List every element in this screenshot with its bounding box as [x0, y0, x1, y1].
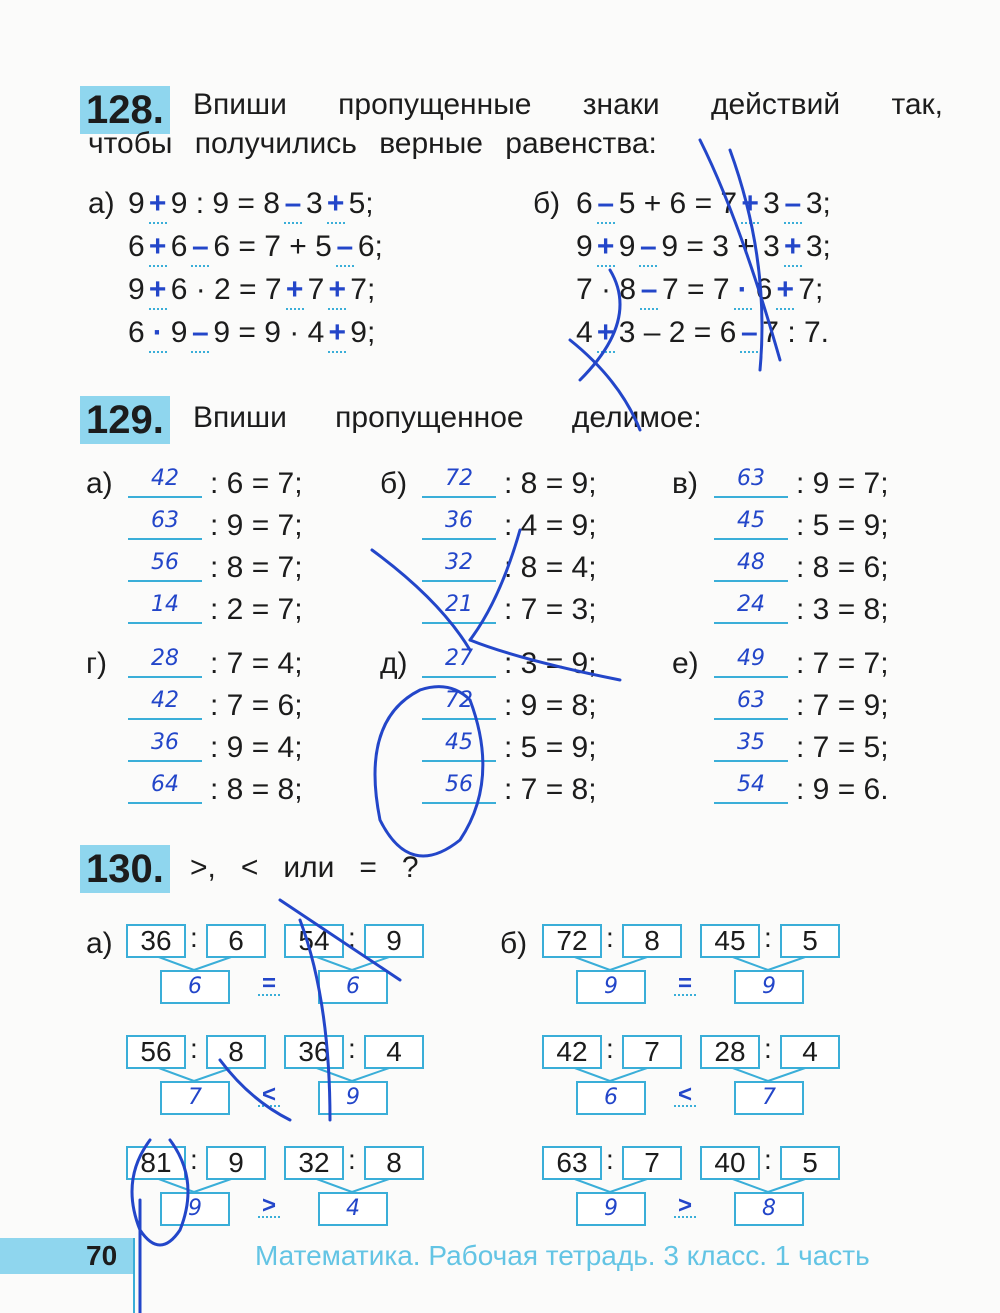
dividend-answer-field[interactable]: 32 [422, 550, 496, 582]
division-expression: : 5 = 9; [796, 509, 889, 542]
exercise-130-number: 130. [80, 845, 170, 893]
dividend-answer-field[interactable]: 24 [714, 592, 788, 624]
equation-text: 3 – 2 = 6 [618, 316, 737, 349]
colon-sign: : [348, 922, 356, 953]
division-expression: : 7 = 6; [210, 689, 303, 722]
quotient-answer-box[interactable]: 8 [734, 1192, 804, 1226]
dividend-answer-field[interactable]: 35 [714, 730, 788, 762]
dividend-answer-field[interactable]: 28 [128, 646, 202, 678]
equation-text: 6 = 7 + 5 [213, 230, 332, 263]
divisor-box: 7 [622, 1035, 682, 1069]
connector-lines [126, 1067, 266, 1087]
page-number: 70 [86, 1240, 118, 1271]
filled-operator-sign[interactable]: + [326, 187, 345, 220]
division-expression: : 4 = 9; [504, 509, 597, 542]
equation-text: 9 = 3 + 3 [661, 230, 780, 263]
filled-operator-sign[interactable]: – [640, 230, 657, 263]
dividend-box: 54 [284, 924, 344, 958]
equation-text: 7; [798, 273, 824, 306]
quotient-answer-box[interactable]: 6 [160, 970, 230, 1004]
equation-text: 9 [128, 187, 145, 220]
dividend-answer-field[interactable]: 14 [128, 592, 202, 624]
comparison-sign-field[interactable]: > [678, 1192, 693, 1219]
dividend-answer-field[interactable]: 64 [128, 772, 202, 804]
group-label: д) [380, 647, 408, 680]
colon-sign: : [606, 1144, 614, 1175]
ex128-label-a: а) [88, 187, 115, 220]
equation-row [128, 186, 374, 222]
quotient-answer-box[interactable]: 7 [734, 1081, 804, 1115]
filled-operator-sign[interactable]: – [284, 187, 302, 220]
equation-text: 9 [576, 230, 593, 263]
equation-row [576, 315, 829, 351]
division-expression: : 7 = 7; [796, 647, 889, 680]
dividend-box: 36 [126, 924, 186, 958]
filled-operator-sign[interactable]: + [148, 187, 167, 220]
quotient-answer-box[interactable]: 9 [576, 970, 646, 1004]
colon-sign: : [764, 922, 772, 953]
group-label: а) [86, 467, 113, 500]
dividend-box: 72 [542, 924, 602, 958]
dividend-answer-field[interactable]: 72 [422, 466, 496, 498]
equation-text: 3; [805, 230, 831, 263]
dividend-answer-field[interactable]: 56 [422, 772, 496, 804]
division-expression: : 6 = 7; [210, 467, 303, 500]
dividend-answer-field[interactable]: 21 [422, 592, 496, 624]
filled-operator-sign[interactable]: + [328, 273, 347, 306]
filled-operator-sign[interactable]: – [336, 230, 354, 263]
equation-text: 7; [350, 273, 376, 306]
connector-lines [284, 1067, 424, 1087]
filled-operator-sign[interactable]: + [596, 316, 615, 349]
divisor-box: 4 [780, 1035, 840, 1069]
divisor-box: 9 [206, 1146, 266, 1180]
connector-lines [284, 1178, 424, 1198]
filled-operator-sign[interactable]: + [596, 230, 615, 263]
division-expression: : 3 = 8; [796, 593, 889, 626]
division-expression: : 9 = 7; [210, 509, 303, 542]
divisor-box: 6 [206, 924, 266, 958]
colon-sign: : [606, 922, 614, 953]
equation-row [576, 272, 823, 308]
dividend-answer-field[interactable]: 36 [422, 508, 496, 540]
quotient-answer-box[interactable]: 6 [318, 970, 388, 1004]
division-expression: : 8 = 7; [210, 551, 303, 584]
equation-text: 9 [170, 316, 188, 349]
colon-sign: : [348, 1144, 356, 1175]
quotient-answer-box[interactable]: 9 [734, 970, 804, 1004]
filled-operator-sign[interactable]: – [740, 316, 758, 349]
division-expression: : 9 = 4; [210, 731, 303, 764]
filled-operator-sign[interactable]: – [192, 316, 209, 349]
quotient-answer-box[interactable]: 9 [318, 1081, 388, 1115]
colon-sign: : [606, 1033, 614, 1064]
footer-margin-line [133, 1238, 135, 1313]
filled-operator-sign[interactable]: + [148, 230, 167, 263]
filled-operator-sign[interactable]: + [776, 273, 795, 306]
filled-operator-sign[interactable]: · [149, 315, 167, 351]
divisor-box: 7 [622, 1146, 682, 1180]
equation-text: 6 [170, 230, 188, 263]
dividend-box: 36 [284, 1035, 344, 1069]
division-expression: : 7 = 9; [796, 689, 889, 722]
colon-sign: : [190, 1144, 198, 1175]
filled-operator-sign[interactable]: + [784, 230, 802, 263]
divisor-box: 8 [206, 1035, 266, 1069]
equation-text: 3; [805, 187, 831, 220]
exercise-128-number: 128. [80, 86, 170, 134]
divisor-box: 8 [622, 924, 682, 958]
ex128-label-b: б) [533, 187, 561, 220]
equation-text: 6 [755, 273, 773, 306]
dividend-answer-field[interactable]: 45 [714, 508, 788, 540]
connector-lines [542, 1178, 682, 1198]
equation-text: 6 [576, 187, 593, 220]
connector-lines [284, 956, 424, 976]
colon-sign: : [190, 1033, 198, 1064]
connector-lines [700, 1178, 840, 1198]
division-expression: : 9 = 7; [796, 467, 889, 500]
connector-lines [700, 1067, 840, 1087]
dividend-box: 63 [542, 1146, 602, 1180]
connector-lines [126, 1178, 266, 1198]
division-expression: : 3 = 9; [504, 647, 597, 680]
equation-text: 9 : 9 = 8 [170, 187, 280, 220]
equation-row [128, 229, 383, 265]
equation-text: 9 [618, 230, 636, 263]
equation-text: 3 [763, 187, 780, 220]
connector-lines [542, 1067, 682, 1087]
filled-operator-sign[interactable]: – [784, 187, 802, 220]
group-label: б) [380, 467, 408, 500]
equation-text: 4 [576, 316, 593, 349]
comparison-sign-field[interactable]: < [678, 1081, 693, 1108]
division-expression: : 7 = 8; [504, 773, 597, 806]
equation-text: 9; [350, 316, 376, 349]
equation-text: 3 [305, 187, 323, 220]
filled-operator-sign[interactable]: – [597, 187, 615, 220]
exercise-128-line2: чтобы получились верные равенства: [88, 127, 657, 160]
dividend-answer-field[interactable]: 56 [128, 550, 202, 582]
equation-row [128, 315, 375, 351]
quotient-answer-box[interactable]: 4 [318, 1192, 388, 1226]
connector-lines [542, 956, 682, 976]
division-expression: : 5 = 9; [504, 731, 597, 764]
equation-text: 7 = 7 [662, 273, 730, 306]
dividend-answer-field[interactable]: 48 [714, 550, 788, 582]
dividend-answer-field[interactable]: 42 [128, 688, 202, 720]
footer-title: Математика. Рабочая тетрадь. 3 класс. 1 часть [255, 1240, 870, 1271]
dividend-box: 40 [700, 1146, 760, 1180]
comparison-sign-field[interactable]: > [262, 1192, 277, 1219]
dividend-box: 56 [126, 1035, 186, 1069]
filled-operator-sign[interactable]: + [741, 187, 759, 220]
ex130-label-a: а) [86, 927, 113, 960]
division-expression: : 8 = 6; [796, 551, 889, 584]
divisor-box: 9 [364, 924, 424, 958]
dividend-answer-field[interactable]: 36 [128, 730, 202, 762]
dividend-answer-field[interactable]: 72 [422, 688, 496, 720]
dividend-answer-field[interactable]: 63 [128, 508, 202, 540]
dividend-box: 45 [700, 924, 760, 958]
comparison-sign-field[interactable]: = [262, 970, 277, 997]
dividend-answer-field[interactable]: 63 [714, 688, 788, 720]
divisor-box: 8 [364, 1146, 424, 1180]
quotient-answer-box[interactable]: 9 [576, 1192, 646, 1226]
dividend-box: 28 [700, 1035, 760, 1069]
dividend-answer-field[interactable]: 45 [422, 730, 496, 762]
equation-text: 9 = 9 · 4 [213, 316, 325, 349]
division-expression: : 7 = 4; [210, 647, 303, 680]
comparison-sign-field[interactable]: = [678, 970, 693, 997]
equation-row [576, 229, 831, 265]
filled-operator-sign[interactable]: + [148, 273, 167, 306]
division-expression: : 8 = 9; [504, 467, 597, 500]
dividend-answer-field[interactable]: 54 [714, 772, 788, 804]
exercise-128-line1: Впиши пропущенные знаки действий так, [193, 88, 943, 121]
divisor-box: 5 [780, 1146, 840, 1180]
division-expression: : 2 = 7; [210, 593, 303, 626]
filled-operator-sign[interactable]: + [328, 316, 347, 349]
division-expression: : 7 = 3; [504, 593, 597, 626]
division-expression: : 8 = 8; [210, 773, 303, 806]
equation-text: 7 [307, 273, 325, 306]
quotient-answer-box[interactable]: 7 [160, 1081, 230, 1115]
connector-lines [126, 956, 266, 976]
equation-text: 6 [128, 230, 145, 263]
equation-text: 7 : 7. [762, 316, 830, 349]
dividend-box: 42 [542, 1035, 602, 1069]
dividend-box: 32 [284, 1146, 344, 1180]
division-expression: : 9 = 6. [796, 773, 889, 806]
filled-operator-sign[interactable]: · [734, 272, 752, 308]
group-label: е) [672, 647, 699, 680]
comparison-sign-field[interactable]: < [262, 1081, 277, 1108]
colon-sign: : [764, 1144, 772, 1175]
exercise-129-number: 129. [80, 396, 170, 444]
colon-sign: : [764, 1033, 772, 1064]
equation-text: 9 [128, 273, 145, 306]
equation-text: 6; [357, 230, 383, 263]
divisor-box: 5 [780, 924, 840, 958]
dividend-box: 81 [126, 1146, 186, 1180]
equation-text: 5; [348, 187, 374, 220]
dividend-answer-field[interactable]: 49 [714, 646, 788, 678]
quotient-answer-box[interactable]: 9 [160, 1192, 230, 1226]
connector-lines [700, 956, 840, 976]
filled-operator-sign[interactable]: – [192, 230, 209, 263]
equation-text: 6 [128, 316, 145, 349]
dividend-answer-field[interactable]: 42 [128, 466, 202, 498]
equation-row [576, 186, 831, 222]
ex130-label-b: б) [500, 927, 528, 960]
equation-row [128, 272, 375, 308]
divisor-box: 4 [364, 1035, 424, 1069]
colon-sign: : [190, 922, 198, 953]
equation-text: 6 · 2 = 7 [170, 273, 282, 306]
quotient-answer-box[interactable]: 6 [576, 1081, 646, 1115]
division-expression: : 9 = 8; [504, 689, 597, 722]
colon-sign: : [348, 1033, 356, 1064]
filled-operator-sign[interactable]: + [285, 273, 304, 306]
division-expression: : 8 = 4; [504, 551, 597, 584]
equation-text: 7 · 8 [576, 273, 637, 306]
dividend-answer-field[interactable]: 63 [714, 466, 788, 498]
exercise-130-heading: >, < или = ? [190, 851, 419, 884]
filled-operator-sign[interactable]: – [640, 273, 658, 306]
dividend-answer-field[interactable]: 27 [422, 646, 496, 678]
group-label: в) [672, 467, 698, 500]
equation-text: 5 + 6 = 7 [618, 187, 738, 220]
division-expression: : 7 = 5; [796, 731, 889, 764]
group-label: г) [86, 647, 107, 680]
exercise-129-heading: Впиши пропущенное делимое: [193, 401, 702, 434]
